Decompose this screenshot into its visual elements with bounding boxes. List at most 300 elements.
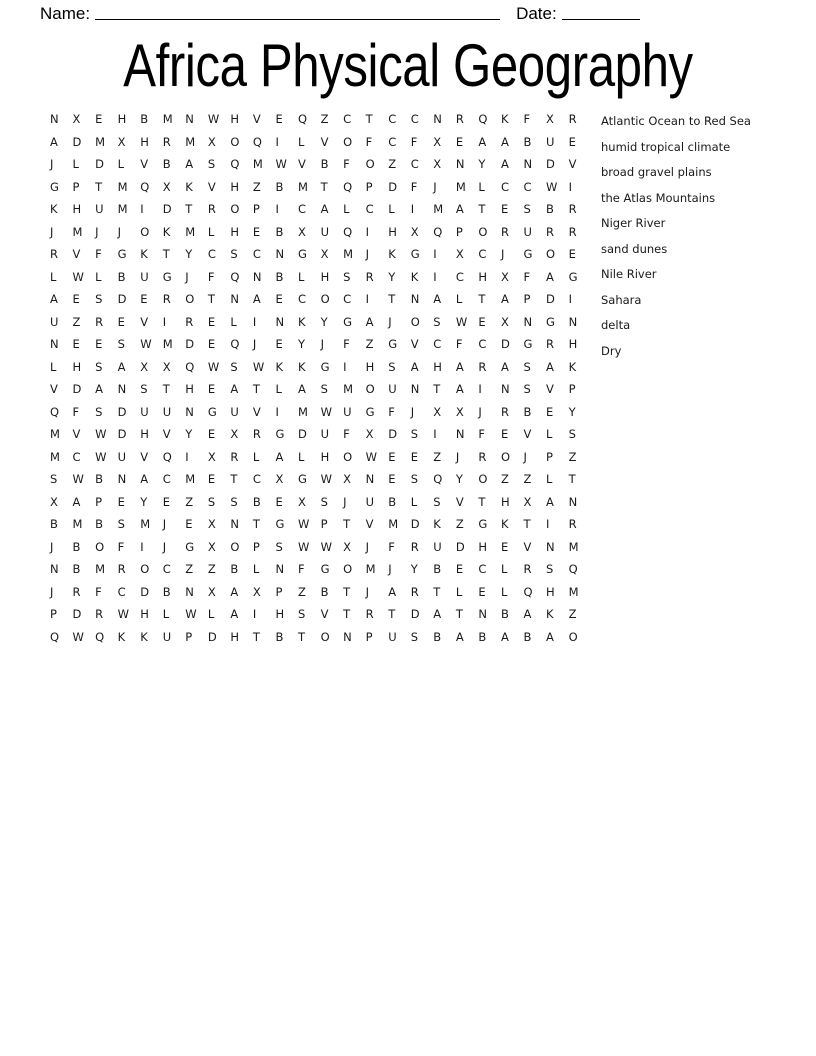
- grid-cell[interactable]: O: [410, 314, 420, 329]
- grid-cell[interactable]: B: [72, 539, 81, 554]
- grid-cell[interactable]: I: [546, 517, 550, 531]
- grid-cell[interactable]: V: [298, 157, 306, 171]
- grid-cell[interactable]: I: [252, 314, 257, 329]
- grid-cell[interactable]: A: [546, 269, 554, 284]
- grid-cell[interactable]: Z: [207, 562, 216, 576]
- grid-cell[interactable]: C: [252, 247, 261, 261]
- grid-cell[interactable]: V: [72, 427, 81, 441]
- grid-cell[interactable]: S: [207, 494, 216, 509]
- grid-cell[interactable]: A: [500, 292, 509, 306]
- grid-cell[interactable]: S: [95, 292, 103, 306]
- grid-cell[interactable]: O: [546, 247, 556, 261]
- grid-cell[interactable]: J: [388, 314, 392, 329]
- grid-cell[interactable]: H: [140, 427, 149, 441]
- grid-cell[interactable]: H: [230, 629, 240, 644]
- grid-cell[interactable]: U: [523, 224, 532, 239]
- grid-cell[interactable]: J: [455, 449, 460, 464]
- grid-cell[interactable]: D: [546, 292, 555, 306]
- grid-cell[interactable]: V: [140, 314, 149, 329]
- grid-cell[interactable]: E: [275, 292, 283, 306]
- grid-cell[interactable]: C: [500, 179, 509, 194]
- grid-cell[interactable]: A: [275, 449, 284, 464]
- grid-cell[interactable]: M: [162, 337, 173, 351]
- grid-cell[interactable]: S: [388, 359, 396, 374]
- grid-cell[interactable]: B: [320, 157, 329, 171]
- grid-cell[interactable]: E: [117, 494, 125, 509]
- grid-cell[interactable]: D: [140, 584, 150, 599]
- grid-cell[interactable]: D: [117, 292, 127, 306]
- grid-cell[interactable]: A: [230, 607, 239, 621]
- grid-cell[interactable]: R: [546, 337, 555, 351]
- grid-cell[interactable]: R: [410, 584, 419, 599]
- grid-cell[interactable]: M: [95, 134, 106, 149]
- grid-cell[interactable]: B: [72, 562, 81, 576]
- grid-cell[interactable]: B: [275, 629, 284, 644]
- grid-cell[interactable]: M: [365, 562, 376, 576]
- grid-cell[interactable]: V: [523, 427, 532, 441]
- grid-cell[interactable]: C: [523, 179, 532, 194]
- grid-cell[interactable]: V: [410, 337, 419, 351]
- grid-cell[interactable]: K: [162, 224, 171, 239]
- grid-cell[interactable]: S: [568, 427, 576, 441]
- grid-cell[interactable]: J: [95, 224, 99, 239]
- grid-cell[interactable]: X: [365, 427, 374, 441]
- grid-cell[interactable]: C: [455, 269, 464, 284]
- grid-cell[interactable]: Y: [568, 404, 576, 419]
- grid-cell[interactable]: C: [388, 134, 397, 149]
- grid-cell[interactable]: F: [388, 539, 395, 554]
- grid-cell[interactable]: H: [72, 202, 82, 216]
- grid-cell[interactable]: K: [568, 359, 577, 374]
- grid-cell[interactable]: B: [50, 517, 58, 531]
- grid-cell[interactable]: O: [140, 562, 150, 576]
- grid-cell[interactable]: X: [252, 584, 261, 599]
- grid-cell[interactable]: A: [546, 629, 554, 644]
- grid-cell[interactable]: E: [388, 472, 396, 486]
- grid-cell[interactable]: L: [117, 157, 125, 171]
- word-list-item[interactable]: the Atlas Mountains: [601, 190, 716, 205]
- grid-cell[interactable]: U: [546, 134, 555, 149]
- grid-cell[interactable]: J: [365, 584, 370, 599]
- grid-cell[interactable]: A: [455, 382, 464, 396]
- grid-cell[interactable]: M: [117, 202, 128, 216]
- grid-cell[interactable]: M: [343, 247, 354, 261]
- grid-cell[interactable]: I: [343, 359, 347, 374]
- grid-cell[interactable]: T: [568, 472, 576, 486]
- grid-cell[interactable]: R: [95, 314, 104, 329]
- grid-cell[interactable]: Z: [185, 494, 194, 509]
- grid-cell[interactable]: L: [388, 202, 395, 216]
- grid-cell[interactable]: O: [230, 134, 240, 149]
- grid-cell[interactable]: B: [162, 584, 171, 599]
- grid-cell[interactable]: E: [455, 562, 464, 576]
- grid-cell[interactable]: E: [95, 112, 103, 126]
- grid-cell[interactable]: R: [50, 247, 58, 261]
- grid-cell[interactable]: H: [500, 494, 510, 509]
- grid-cell[interactable]: T: [343, 517, 351, 531]
- grid-cell[interactable]: C: [365, 202, 374, 216]
- grid-cell[interactable]: C: [478, 337, 487, 351]
- grid-cell[interactable]: G: [478, 517, 488, 531]
- grid-cell[interactable]: N: [275, 247, 285, 261]
- grid-cell[interactable]: G: [298, 472, 307, 486]
- grid-cell[interactable]: E: [275, 494, 283, 509]
- grid-cell[interactable]: M: [388, 517, 399, 531]
- grid-cell[interactable]: A: [546, 359, 554, 374]
- grid-cell[interactable]: S: [207, 157, 216, 171]
- grid-cell[interactable]: J: [252, 337, 257, 351]
- grid-cell[interactable]: D: [117, 404, 127, 419]
- grid-cell[interactable]: S: [433, 494, 441, 509]
- grid-cell[interactable]: Q: [230, 269, 240, 284]
- grid-cell[interactable]: J: [162, 517, 167, 531]
- grid-cell[interactable]: S: [95, 404, 103, 419]
- grid-cell[interactable]: O: [500, 449, 510, 464]
- grid-cell[interactable]: T: [478, 494, 486, 509]
- grid-cell[interactable]: X: [500, 269, 509, 284]
- grid-cell[interactable]: N: [50, 112, 59, 126]
- grid-cell[interactable]: N: [546, 539, 555, 554]
- grid-cell[interactable]: N: [523, 314, 533, 329]
- grid-cell[interactable]: E: [546, 404, 554, 419]
- grid-cell[interactable]: D: [410, 607, 420, 621]
- grid-cell[interactable]: B: [433, 629, 442, 644]
- grid-cell[interactable]: I: [140, 202, 144, 216]
- grid-cell[interactable]: I: [252, 607, 257, 621]
- grid-cell[interactable]: Q: [298, 112, 308, 126]
- grid-cell[interactable]: J: [365, 247, 370, 261]
- grid-cell[interactable]: M: [185, 224, 196, 239]
- grid-cell[interactable]: S: [523, 202, 531, 216]
- grid-cell[interactable]: G: [388, 337, 398, 351]
- grid-cell[interactable]: S: [230, 494, 238, 509]
- grid-cell[interactable]: O: [343, 134, 353, 149]
- grid-cell[interactable]: R: [95, 607, 104, 621]
- grid-cell[interactable]: C: [343, 112, 352, 126]
- grid-cell[interactable]: L: [72, 157, 79, 171]
- grid-cell[interactable]: O: [478, 224, 488, 239]
- grid-cell[interactable]: J: [500, 247, 505, 261]
- word-list-item[interactable]: Nile River: [601, 267, 657, 281]
- grid-cell[interactable]: Z: [568, 449, 577, 464]
- grid-cell[interactable]: S: [410, 472, 419, 486]
- grid-cell[interactable]: H: [140, 607, 149, 621]
- grid-cell[interactable]: V: [546, 382, 554, 396]
- grid-cell[interactable]: Q: [230, 337, 240, 351]
- grid-cell[interactable]: B: [275, 224, 284, 239]
- grid-cell[interactable]: X: [162, 359, 171, 374]
- grid-cell[interactable]: W: [320, 472, 332, 486]
- grid-cell[interactable]: W: [365, 449, 378, 464]
- grid-cell[interactable]: F: [410, 179, 418, 194]
- grid-cell[interactable]: F: [523, 112, 531, 126]
- grid-cell[interactable]: O: [478, 472, 488, 486]
- grid-cell[interactable]: A: [410, 359, 419, 374]
- grid-cell[interactable]: R: [523, 562, 532, 576]
- word-list-item[interactable]: broad gravel plains: [601, 165, 712, 179]
- grid-cell[interactable]: U: [320, 224, 329, 239]
- grid-cell[interactable]: X: [207, 517, 216, 531]
- grid-cell[interactable]: Q: [50, 404, 60, 419]
- grid-cell[interactable]: R: [185, 314, 194, 329]
- grid-cell[interactable]: A: [117, 359, 126, 374]
- grid-cell[interactable]: W: [95, 427, 107, 441]
- grid-cell[interactable]: I: [140, 539, 144, 554]
- word-list-item[interactable]: Niger River: [601, 216, 666, 230]
- grid-cell[interactable]: D: [500, 337, 510, 351]
- grid-cell[interactable]: N: [500, 382, 510, 396]
- grid-cell[interactable]: J: [523, 449, 527, 464]
- grid-cell[interactable]: W: [546, 179, 558, 194]
- grid-cell[interactable]: S: [95, 359, 103, 374]
- grid-cell[interactable]: U: [343, 404, 352, 419]
- grid-cell[interactable]: Z: [298, 584, 306, 599]
- grid-cell[interactable]: G: [320, 359, 330, 374]
- grid-cell[interactable]: Y: [410, 562, 418, 576]
- grid-cell[interactable]: X: [455, 247, 464, 261]
- grid-cell[interactable]: U: [117, 449, 127, 464]
- grid-cell[interactable]: B: [275, 179, 284, 194]
- grid-cell[interactable]: E: [207, 472, 216, 486]
- grid-cell[interactable]: M: [455, 179, 466, 194]
- word-list-item[interactable]: Sahara: [601, 292, 642, 307]
- grid-cell[interactable]: P: [185, 629, 193, 644]
- grid-cell[interactable]: B: [320, 584, 329, 599]
- grid-cell[interactable]: Y: [320, 314, 328, 329]
- grid-cell[interactable]: X: [230, 427, 239, 441]
- grid-cell[interactable]: X: [546, 112, 554, 126]
- grid-cell[interactable]: F: [478, 427, 486, 441]
- grid-cell[interactable]: I: [275, 134, 279, 149]
- grid-cell[interactable]: N: [568, 494, 578, 509]
- grid-cell[interactable]: W: [320, 404, 332, 419]
- grid-cell[interactable]: Q: [433, 224, 443, 239]
- grid-cell[interactable]: M: [95, 562, 106, 576]
- grid-cell[interactable]: A: [500, 157, 509, 171]
- grid-cell[interactable]: F: [365, 134, 373, 149]
- grid-cell[interactable]: I: [162, 314, 167, 329]
- grid-cell[interactable]: B: [140, 112, 149, 126]
- grid-cell[interactable]: Z: [433, 449, 442, 464]
- grid-cell[interactable]: B: [523, 629, 532, 644]
- grid-cell[interactable]: D: [546, 157, 555, 171]
- grid-cell[interactable]: F: [410, 134, 418, 149]
- grid-cell[interactable]: A: [95, 382, 103, 396]
- grid-cell[interactable]: I: [410, 202, 415, 216]
- grid-cell[interactable]: T: [185, 202, 193, 216]
- grid-cell[interactable]: I: [365, 292, 370, 306]
- grid-cell[interactable]: W: [275, 157, 287, 171]
- grid-cell[interactable]: M: [117, 179, 128, 194]
- grid-cell[interactable]: A: [500, 359, 509, 374]
- grid-cell[interactable]: J: [50, 584, 54, 599]
- grid-cell[interactable]: J: [50, 224, 54, 239]
- grid-cell[interactable]: M: [185, 472, 196, 486]
- grid-cell[interactable]: H: [230, 112, 240, 126]
- grid-cell[interactable]: O: [320, 292, 330, 306]
- grid-cell[interactable]: Y: [298, 337, 306, 351]
- grid-cell[interactable]: C: [162, 562, 171, 576]
- grid-cell[interactable]: F: [523, 269, 531, 284]
- grid-cell[interactable]: H: [388, 224, 397, 239]
- grid-cell[interactable]: Q: [343, 179, 353, 194]
- grid-cell[interactable]: D: [455, 539, 465, 554]
- grid-cell[interactable]: E: [207, 337, 216, 351]
- grid-cell[interactable]: L: [275, 382, 282, 396]
- grid-cell[interactable]: L: [410, 494, 418, 509]
- grid-cell[interactable]: J: [365, 539, 370, 554]
- grid-cell[interactable]: B: [95, 472, 103, 486]
- grid-cell[interactable]: J: [50, 157, 54, 171]
- grid-cell[interactable]: P: [252, 202, 260, 216]
- grid-cell[interactable]: T: [478, 202, 486, 216]
- grid-cell[interactable]: L: [298, 269, 305, 284]
- grid-cell[interactable]: S: [523, 382, 531, 396]
- grid-cell[interactable]: Q: [185, 359, 195, 374]
- grid-cell[interactable]: B: [500, 607, 509, 621]
- date-write-in-line[interactable]: [562, 6, 640, 20]
- grid-cell[interactable]: C: [117, 584, 126, 599]
- grid-cell[interactable]: Q: [523, 584, 533, 599]
- grid-cell[interactable]: N: [230, 292, 239, 306]
- grid-cell[interactable]: L: [455, 584, 463, 599]
- grid-cell[interactable]: B: [478, 629, 487, 644]
- grid-cell[interactable]: N: [343, 629, 352, 644]
- grid-cell[interactable]: A: [388, 584, 397, 599]
- grid-cell[interactable]: F: [95, 247, 102, 261]
- grid-cell[interactable]: T: [433, 584, 441, 599]
- grid-cell[interactable]: R: [568, 112, 577, 126]
- grid-cell[interactable]: Z: [365, 337, 374, 351]
- grid-cell[interactable]: B: [523, 134, 532, 149]
- grid-cell[interactable]: Z: [388, 157, 397, 171]
- grid-cell[interactable]: X: [298, 494, 306, 509]
- grid-cell[interactable]: A: [433, 292, 442, 306]
- grid-cell[interactable]: N: [117, 382, 127, 396]
- grid-cell[interactable]: F: [455, 337, 463, 351]
- grid-cell[interactable]: W: [117, 607, 130, 621]
- word-list-item[interactable]: Dry: [601, 343, 622, 358]
- grid-cell[interactable]: H: [568, 337, 578, 351]
- grid-cell[interactable]: T: [343, 584, 351, 599]
- grid-cell[interactable]: X: [207, 134, 216, 149]
- grid-cell[interactable]: O: [140, 224, 150, 239]
- grid-cell[interactable]: C: [343, 292, 352, 306]
- grid-cell[interactable]: D: [72, 382, 82, 396]
- grid-cell[interactable]: E: [275, 112, 283, 126]
- grid-cell[interactable]: Y: [185, 427, 193, 441]
- letter-grid[interactable]: [50, 108, 591, 648]
- grid-cell[interactable]: C: [72, 449, 81, 464]
- grid-cell[interactable]: V: [568, 157, 577, 171]
- grid-cell[interactable]: L: [50, 359, 57, 374]
- grid-cell[interactable]: Y: [185, 247, 193, 261]
- grid-cell[interactable]: A: [252, 292, 261, 306]
- grid-cell[interactable]: J: [433, 179, 437, 194]
- grid-cell[interactable]: R: [500, 404, 509, 419]
- grid-cell[interactable]: L: [162, 607, 170, 621]
- grid-cell[interactable]: X: [455, 404, 464, 419]
- grid-cell[interactable]: R: [568, 202, 577, 216]
- word-list-item[interactable]: delta: [601, 318, 631, 332]
- grid-cell[interactable]: F: [298, 562, 305, 576]
- grid-cell[interactable]: N: [50, 562, 59, 576]
- grid-cell[interactable]: C: [388, 112, 397, 126]
- grid-cell[interactable]: M: [50, 427, 60, 441]
- grid-cell[interactable]: L: [207, 607, 215, 621]
- grid-cell[interactable]: L: [95, 269, 102, 284]
- word-list-item[interactable]: Atlantic Ocean to Red Sea: [601, 114, 751, 128]
- grid-cell[interactable]: F: [207, 269, 215, 284]
- grid-cell[interactable]: S: [320, 494, 328, 509]
- grid-cell[interactable]: M: [72, 224, 83, 239]
- grid-cell[interactable]: N: [365, 472, 375, 486]
- grid-cell[interactable]: I: [275, 202, 279, 216]
- grid-cell[interactable]: E: [500, 539, 509, 554]
- grid-cell[interactable]: E: [140, 292, 148, 306]
- grid-cell[interactable]: U: [95, 202, 104, 216]
- grid-cell[interactable]: A: [140, 472, 149, 486]
- grid-cell[interactable]: S: [230, 247, 238, 261]
- grid-cell[interactable]: F: [343, 337, 350, 351]
- grid-cell[interactable]: A: [500, 134, 509, 149]
- grid-cell[interactable]: R: [478, 449, 487, 464]
- grid-cell[interactable]: A: [230, 382, 239, 396]
- grid-cell[interactable]: H: [478, 269, 488, 284]
- grid-cell[interactable]: R: [546, 224, 555, 239]
- grid-cell[interactable]: G: [275, 427, 285, 441]
- grid-cell[interactable]: R: [455, 112, 464, 126]
- grid-cell[interactable]: C: [252, 472, 261, 486]
- grid-cell[interactable]: G: [298, 247, 307, 261]
- grid-cell[interactable]: E: [95, 337, 103, 351]
- grid-cell[interactable]: T: [252, 629, 260, 644]
- grid-cell[interactable]: E: [568, 247, 576, 261]
- name-write-in-line[interactable]: [95, 6, 500, 20]
- grid-cell[interactable]: C: [410, 157, 419, 171]
- grid-cell[interactable]: S: [275, 539, 283, 554]
- grid-cell[interactable]: L: [500, 584, 508, 599]
- grid-cell[interactable]: O: [230, 539, 240, 554]
- grid-cell[interactable]: U: [388, 629, 397, 644]
- grid-cell[interactable]: I: [365, 224, 370, 239]
- grid-cell[interactable]: E: [207, 314, 216, 329]
- grid-cell[interactable]: L: [298, 449, 305, 464]
- grid-cell[interactable]: D: [185, 337, 195, 351]
- grid-cell[interactable]: C: [410, 112, 419, 126]
- grid-cell[interactable]: H: [140, 134, 149, 149]
- grid-cell[interactable]: A: [298, 382, 306, 396]
- grid-cell[interactable]: H: [365, 359, 375, 374]
- grid-cell[interactable]: T: [523, 517, 531, 531]
- grid-cell[interactable]: C: [162, 472, 171, 486]
- grid-cell[interactable]: A: [433, 607, 442, 621]
- grid-cell[interactable]: M: [140, 517, 151, 531]
- grid-cell[interactable]: N: [185, 404, 194, 419]
- grid-cell[interactable]: Y: [478, 157, 486, 171]
- grid-cell[interactable]: P: [50, 607, 57, 621]
- grid-cell[interactable]: S: [343, 269, 351, 284]
- grid-cell[interactable]: V: [455, 494, 464, 509]
- grid-cell[interactable]: K: [185, 179, 193, 194]
- grid-cell[interactable]: E: [162, 494, 171, 509]
- grid-cell[interactable]: A: [500, 629, 509, 644]
- grid-cell[interactable]: O: [185, 292, 195, 306]
- grid-cell[interactable]: F: [343, 427, 350, 441]
- grid-cell[interactable]: J: [320, 337, 324, 351]
- grid-cell[interactable]: G: [162, 269, 172, 284]
- grid-cell[interactable]: H: [185, 382, 194, 396]
